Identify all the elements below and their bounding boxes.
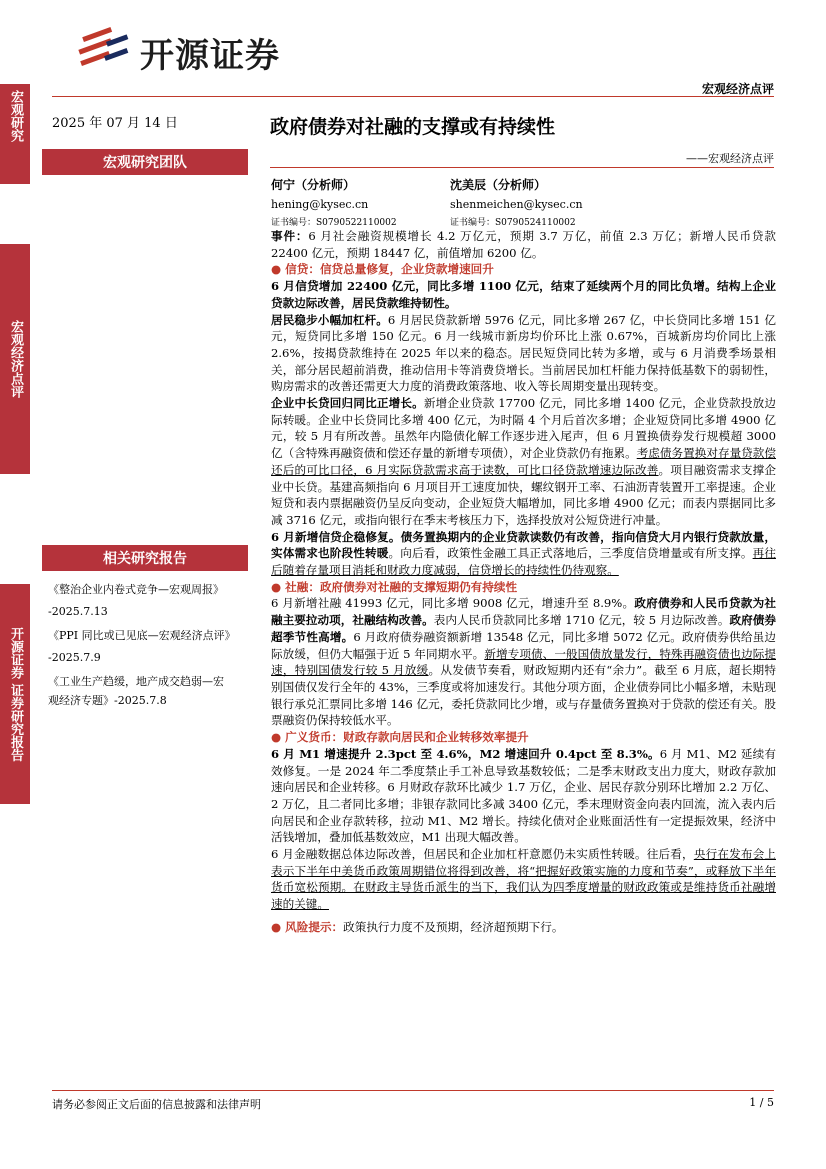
- side-label-doc-type: 宏观经济点评: [0, 244, 30, 474]
- analyst-cert: 证书编号：S0790524110002: [450, 218, 576, 228]
- page-subtitle: ——宏观经济点评: [686, 152, 774, 165]
- related-report-item[interactable]: 观经济专题》-2025.7.8: [48, 694, 167, 707]
- analyst-name: 何宁（分析师）: [271, 178, 356, 192]
- paragraph: 6 月新增信贷企稳修复。债务置换期内的企业贷款读数仍有改善，指向信贷大月内银行贷款放量，实体需求也阶段性转暖。向后看，政策性金融工具正式落地后，三季度信贷增量或有所支撑。再往后随着存量项目消耗和财政力度减弱，信贷增长的持续性仍待观察。: [271, 529, 776, 578]
- related-report-item[interactable]: 《PPI 同比或已见底—宏观经济点评》: [48, 629, 236, 642]
- brand-name: 开源证券: [140, 36, 280, 76]
- related-report-item[interactable]: 《工业生产趋缓，地产成交趋弱—宏: [48, 675, 224, 688]
- related-report-date: -2025.7.9: [48, 651, 101, 664]
- related-report-item[interactable]: 《整治企业内卷式竞争—宏观周报》: [48, 583, 224, 596]
- analyst-cert: 证书编号：S0790522110002: [271, 218, 397, 228]
- risk-paragraph: ● 风险提示：政策执行力度不及预期，经济超预期下行。: [271, 919, 564, 934]
- paragraph: 居民稳步小幅加杠杆。6 月居民贷款新增 5976 亿元，同比多增 267 亿，中长贷同比多增 151 亿元，短贷同比多增 150 亿元。6 月一线城市新房均价环比上涨 0.67%，百城新房均价同比上涨 2.6%，按揭贷款维持在 2025 年以来的稳态。居民短贷同比转为多增，或与 6 月消费季场景相关，部分居民超前消费，推动信用卡等消费贷增长。当前居民加杠杆能力保持低基数下的弱韧性，购房需求的改善还需更大力度的消费政策落地、收入等长周期变量出现转变。: [271, 312, 776, 394]
- related-reports-label: 相关研究报告: [42, 545, 248, 571]
- kysec-logo-icon: [76, 24, 134, 76]
- section-heading-social-financing: ● 社融：政府债券对社融的支撑短期仍有持续性: [271, 579, 518, 594]
- paragraph: 6 月新增社融 41993 亿元，同比多增 9008 亿元，增速升至 8.9%。政府债券和人民币贷款为社融主要拉动项，社融结构改善。表内人民币贷款同比多增 1710 亿元，较 5 月边际改善。政府债券超季节性高增。6 月政府债券融资额新增 13548 亿元，同比多增 5072 亿元。政府债券供给虽边际放缓，但仍大幅强于近 5 年同期水平。新增专项债、一般国债放量发行，特殊再融资债也边际提速，特别国债发行较 5 月放缓。从发债节奏看，财政短期内还有“余力”。截至 6 月底，超长期特别国债仅发行全年的 43%，三季度或将加速发行。其他分项方面，企业债券同比小幅多增，未贴现银行承兑汇票同比多增 146 亿元，委托贷款同比少增，或与存量债务置换对于贷款的偿还有关。股票融资仍保持较低水平。: [271, 596, 776, 728]
- analyst-card: [450, 176, 583, 233]
- paragraph: 6 月 M1 增速提升 2.3pct 至 4.6%，M2 增速回升 0.4pct 至 8.3%。6 月 M1、M2 延续有效修复。一是 2024 年二季度禁止手工补息导致基数较低；二是季末财政支出力度大，财政存款加速向居民和企业转移。6 月财政存款环比减少 1.7 万亿，企业、居民存款分别环比增加 2.2 万亿、2 万亿，且二者同比多增；非银存款同比多减 3400 亿元，季末理财资金向表内回流，流入表内后向居民和企业存款转移，拉动 M1、M2 增长。持续化债对企业账面活性有一定提振效果，经济中活钱增加，叠加低基数效应，M1 出现大幅改善。: [271, 746, 776, 845]
- side-label-brand: 开源证券 证券研究报告: [0, 584, 30, 804]
- title-divider: [270, 167, 774, 168]
- paragraph: 6 月信贷增加 22400 亿元，同比多增 1100 亿元，结束了延续两个月的同比负增。结构上企业贷款边际改善，居民贷款维持韧性。: [271, 279, 776, 310]
- analyst-email[interactable]: shenmeichen@kysec.cn: [450, 198, 583, 211]
- report-body: [271, 228, 776, 936]
- doc-type-header: 宏观经济点评: [701, 82, 774, 96]
- event-paragraph: 事件：6 月社会融资规模增长 4.2 万亿元，预期 3.7 万亿，前值 2.3 万亿；新增人民币贷款 22400 亿元，预期 18447 亿，前值增加 6200 亿。: [271, 229, 776, 260]
- analyst-name: 沈美辰（分析师）: [450, 178, 547, 192]
- event-label: 事件：: [271, 229, 309, 243]
- analyst-card: [271, 176, 397, 233]
- disclaimer-note[interactable]: 请务必参阅正文后面的信息披露和法律声明: [52, 1098, 261, 1111]
- page-number: 1 / 5: [749, 1096, 774, 1109]
- paragraph: 6 月金融数据总体边际改善，但居民和企业加杠杆意愿仍未实质性转暖。往后看，央行在发布会上表示下半年中美货币政策周期错位将得到改善，将“把握好政策实施的力度和节奏”，或释放下半年货币宽松预期。在财政主导货币派生的当下，我们认为四季度增量的财政政策或是维持货币社融增速的关键。: [271, 847, 776, 912]
- header-divider: [52, 96, 774, 97]
- team-label: 宏观研究团队: [42, 149, 248, 175]
- related-report-date: -2025.7.13: [48, 605, 108, 618]
- report-date: 2025 年 07 月 14 日: [52, 116, 178, 131]
- section-heading-credit: ● 信贷：信贷总量修复，企业贷款增速回升: [271, 262, 494, 277]
- paragraph: 企业中长贷回归同比正增长。新增企业贷款 17700 亿元，同比多增 1400 亿元，企业贷款投放边际转暖。企业中长贷同比多增 400 亿元，为时隔 4 个月后首次多增；企业短贷同比多增 4900 亿元，较 5 月有所改善。虽然年内隐债化解工作逐步进入尾声，但 6 月置换债券发行规模超 3000 亿（含特殊再融资债和偿还存量的新增专项债），对企业贷款仍有拖累。考虑债务置换对存量贷款偿还后的可比口径，6 月实际贷款需求高于读数，可比口径贷款增速边际改善。项目融资需求支撑企业中长贷。基建高频指向 6 月项目开工速度加快，螺纹钢开工率、石油沥青装置开工率提速。企业短贷和表内票据融资仍呈反向变动，企业短贷大幅增加，同比多增 4900 亿元；而表内票据同比多减 3716 亿元，或指向银行在季末考核压力下，选择投放对公短贷进行冲量。: [271, 396, 776, 527]
- page-title: 政府债券对社融的支撑或有持续性: [270, 116, 556, 138]
- side-strip: [0, 84, 30, 1094]
- analyst-email[interactable]: hening@kysec.cn: [271, 198, 369, 211]
- side-label-macro: 宏观研究: [0, 84, 30, 184]
- section-heading-money-supply: ● 广义货币：财政存款向居民和企业转移效率提升: [271, 730, 529, 745]
- footer-divider: [52, 1090, 774, 1091]
